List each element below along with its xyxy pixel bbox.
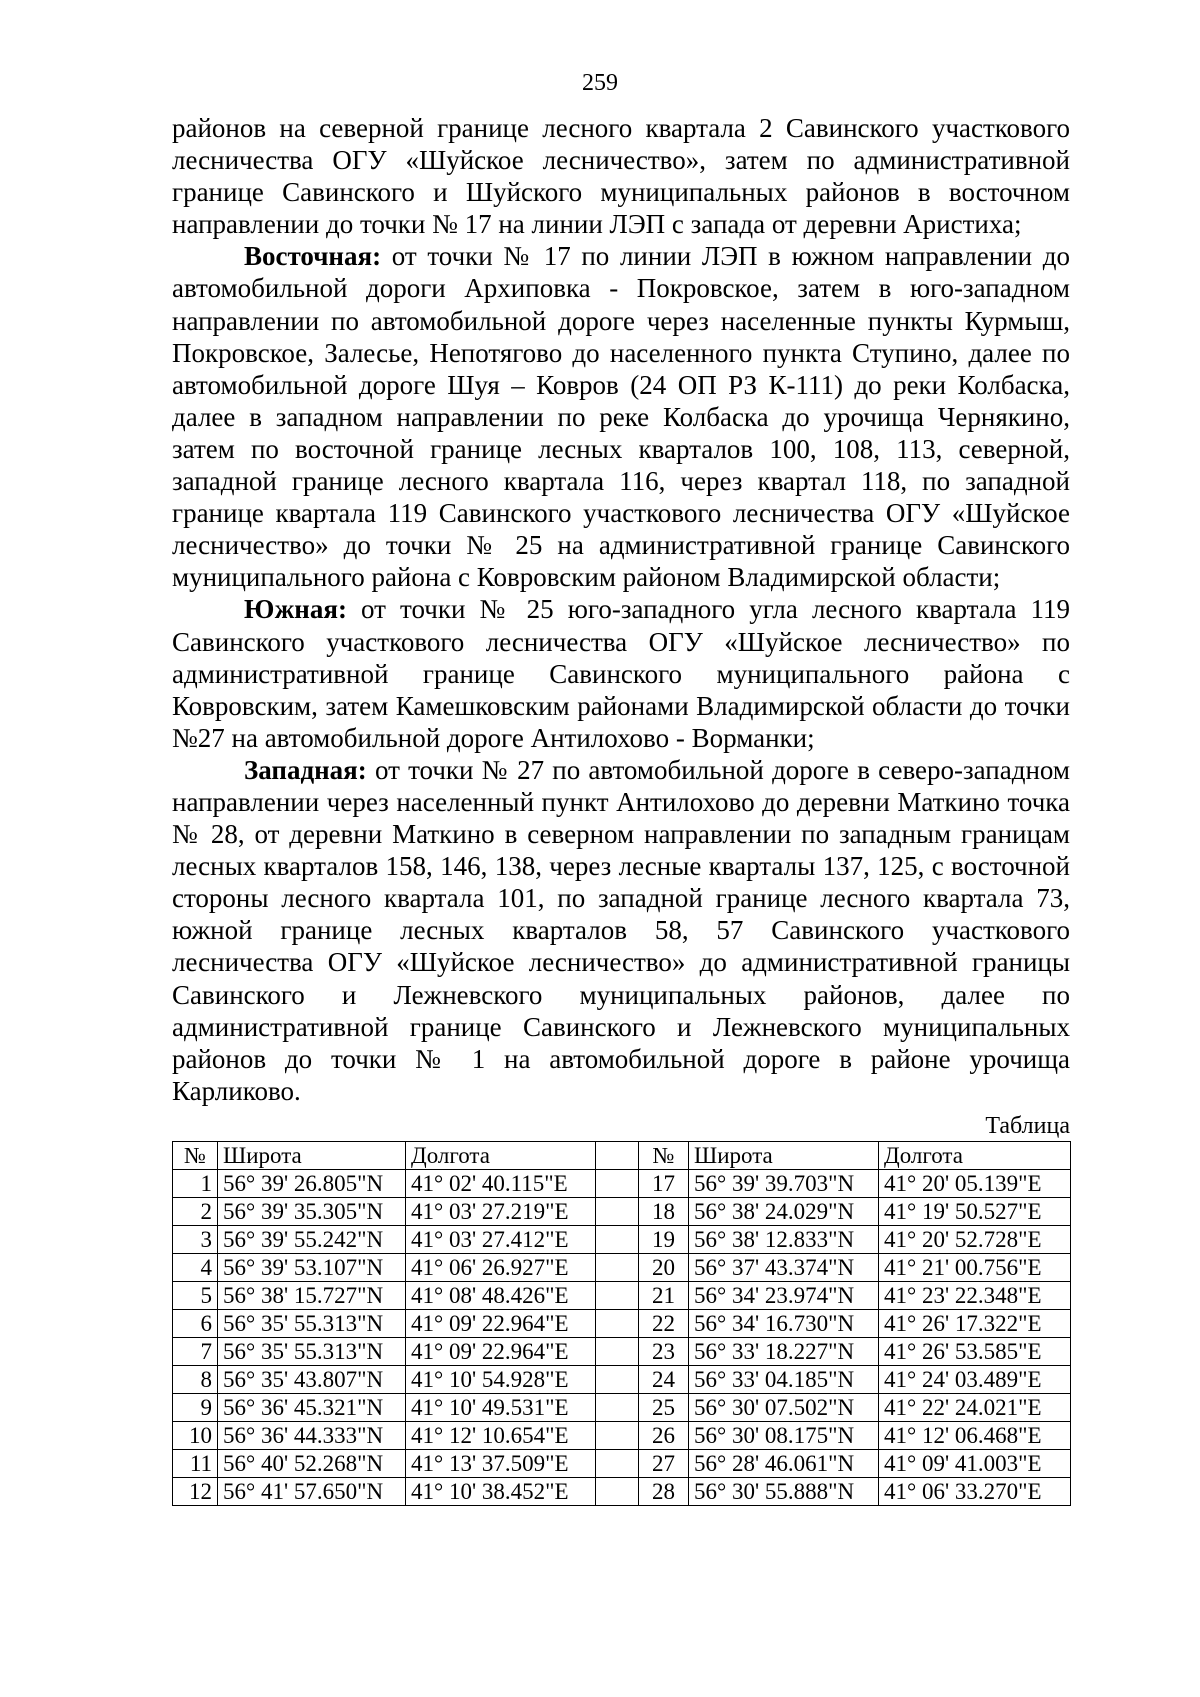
cell-number: 1: [173, 1169, 218, 1197]
cell-number: 3: [173, 1225, 218, 1253]
cell-longitude: 41° 02' 40.115"E: [406, 1169, 596, 1197]
cell-latitude: 56° 35' 55.313"N: [218, 1337, 406, 1365]
header-longitude: Долгота: [406, 1141, 596, 1169]
table-row: [173, 1309, 1071, 1337]
cell-latitude: 56° 40' 52.268"N: [218, 1449, 406, 1477]
cell-separator: [596, 1365, 639, 1393]
cell-longitude-2: 41° 22' 24.021"E: [879, 1393, 1071, 1421]
cell-separator: [596, 1225, 639, 1253]
table-row: [173, 1449, 1071, 1477]
cell-number-2: 26: [639, 1421, 689, 1449]
cell-number-2: 19: [639, 1225, 689, 1253]
header-longitude-2: Долгота: [879, 1141, 1071, 1169]
table-row: [173, 1337, 1071, 1365]
table-row: [173, 1365, 1071, 1393]
cell-number-2: 18: [639, 1197, 689, 1225]
header-number-2: №: [639, 1141, 689, 1169]
table-body: [173, 1169, 1071, 1505]
cell-latitude: 56° 41' 57.650"N: [218, 1477, 406, 1505]
coordinates-table: [172, 1141, 1071, 1506]
heading-west: Западная:: [244, 754, 367, 785]
cell-longitude: 41° 12' 10.654"E: [406, 1421, 596, 1449]
cell-number: 6: [173, 1309, 218, 1337]
cell-number-2: 20: [639, 1253, 689, 1281]
cell-latitude-2: 56° 34' 23.974"N: [689, 1281, 879, 1309]
paragraph-text: от точки № 27 по автомобильной дороге в северо-западном направлении через населенный пункт Антилохово до деревни Маткино точка № 28, от деревни Маткино в северном направлении по западным границам лесных кварталов 158, 146, 138, через лесные кварталы 137, 125, с восточной стороны лесного квартала 101, по западной границе лесного квартала 73, южной границе лесных кварталов 58, 57 Савинского участкового лесничества ОГУ «Шуйское лесничество» до административной границы Савинского и Лежневского муниципальных районов, далее по административной границе Савинского и Лежневского муниципальных районов до точки № 1 на автомобильной дороге в районе урочища Карликово.: [172, 754, 1070, 1106]
cell-longitude-2: 41° 12' 06.468"E: [879, 1421, 1071, 1449]
cell-latitude: 56° 35' 43.807"N: [218, 1365, 406, 1393]
cell-number-2: 25: [639, 1393, 689, 1421]
cell-number: 8: [173, 1365, 218, 1393]
document-body: [172, 112, 1070, 1506]
cell-longitude: 41° 10' 54.928"E: [406, 1365, 596, 1393]
cell-longitude: 41° 09' 22.964"E: [406, 1309, 596, 1337]
cell-separator: [596, 1421, 639, 1449]
cell-latitude: 56° 38' 15.727"N: [218, 1281, 406, 1309]
cell-longitude: 41° 08' 48.426"E: [406, 1281, 596, 1309]
cell-longitude-2: 41° 23' 22.348"E: [879, 1281, 1071, 1309]
cell-latitude-2: 56° 30' 07.502"N: [689, 1393, 879, 1421]
cell-separator: [596, 1281, 639, 1309]
cell-separator: [596, 1309, 639, 1337]
cell-number: 10: [173, 1421, 218, 1449]
cell-number-2: 17: [639, 1169, 689, 1197]
paragraph-continuation: [172, 112, 1070, 240]
cell-latitude: 56° 39' 55.242"N: [218, 1225, 406, 1253]
cell-longitude-2: 41° 24' 03.489"E: [879, 1365, 1071, 1393]
cell-latitude: 56° 35' 55.313"N: [218, 1309, 406, 1337]
header-latitude: Широта: [218, 1141, 406, 1169]
cell-number: 5: [173, 1281, 218, 1309]
cell-latitude-2: 56° 37' 43.374"N: [689, 1253, 879, 1281]
header-number: №: [173, 1141, 218, 1169]
table-header-row: [173, 1141, 1071, 1169]
cell-latitude-2: 56° 34' 16.730"N: [689, 1309, 879, 1337]
header-latitude-2: Широта: [689, 1141, 879, 1169]
cell-longitude: 41° 10' 38.452"E: [406, 1477, 596, 1505]
paragraph-text: от точки № 25 юго-западного угла лесного квартала 119 Савинского участкового лесничества ОГУ «Шуйское лесничество» по административной границе Савинского муниципального района с Ковровским, затем Камешковским районами Владимирской области до точки №27 на автомобильной дороге Антилохово - Ворманки;: [172, 594, 1070, 753]
cell-longitude-2: 41° 20' 52.728"E: [879, 1225, 1071, 1253]
paragraph-south: [172, 593, 1070, 753]
cell-longitude-2: 41° 26' 17.322"E: [879, 1309, 1071, 1337]
table-row: [173, 1169, 1071, 1197]
cell-latitude-2: 56° 39' 39.703"N: [689, 1169, 879, 1197]
cell-separator: [596, 1197, 639, 1225]
cell-number-2: 23: [639, 1337, 689, 1365]
cell-longitude-2: 41° 21' 00.756"E: [879, 1253, 1071, 1281]
heading-south: Южная:: [244, 594, 347, 625]
cell-number-2: 21: [639, 1281, 689, 1309]
table-row: [173, 1477, 1071, 1505]
cell-longitude: 41° 13' 37.509"E: [406, 1449, 596, 1477]
cell-number: 4: [173, 1253, 218, 1281]
cell-latitude-2: 56° 38' 12.833"N: [689, 1225, 879, 1253]
cell-number-2: 22: [639, 1309, 689, 1337]
cell-longitude: 41° 06' 26.927"E: [406, 1253, 596, 1281]
cell-latitude: 56° 39' 26.805"N: [218, 1169, 406, 1197]
paragraph-text: от точки № 17 по линии ЛЭП в южном направлении до автомобильной дороги Архиповка - Покровское, затем в юго-западном направлении по автомобильной дороге через населенные пункты Курмыш, Покровское, Залесье, Непотягово до населенного пункта Ступино, далее по автомобильной дороге Шуя – Ковров (24 ОП РЗ К-111) до реки Колбаска, далее в западном направлении по реке Колбаска до урочища Чернякино, затем по восточной границе лесных кварталов 100, 108, 113, северной, западной границе лесного квартала 116, через квартал 118, по западной границе квартала 119 Савинского участкового лесничества ОГУ «Шуйское лесничество» до точки № 25 на административной границе Савинского муниципального района с Ковровским районом Владимирской области;: [172, 241, 1070, 593]
cell-number: 11: [173, 1449, 218, 1477]
cell-separator: [596, 1169, 639, 1197]
paragraph-east: [172, 240, 1070, 593]
cell-separator: [596, 1337, 639, 1365]
table-row: [173, 1197, 1071, 1225]
paragraph-west: [172, 754, 1070, 1107]
cell-longitude-2: 41° 06' 33.270"E: [879, 1477, 1071, 1505]
table-row: [173, 1421, 1071, 1449]
cell-latitude: 56° 39' 53.107"N: [218, 1253, 406, 1281]
cell-latitude-2: 56° 38' 24.029"N: [689, 1197, 879, 1225]
cell-separator: [596, 1393, 639, 1421]
cell-longitude: 41° 03' 27.412"E: [406, 1225, 596, 1253]
table-row: [173, 1225, 1071, 1253]
cell-longitude: 41° 09' 22.964"E: [406, 1337, 596, 1365]
cell-longitude: 41° 10' 49.531"E: [406, 1393, 596, 1421]
header-separator: [596, 1141, 639, 1169]
heading-east: Восточная:: [244, 241, 382, 272]
cell-separator: [596, 1477, 639, 1505]
cell-latitude-2: 56° 30' 55.888"N: [689, 1477, 879, 1505]
cell-number: 7: [173, 1337, 218, 1365]
table-row: [173, 1393, 1071, 1421]
cell-number-2: 28: [639, 1477, 689, 1505]
cell-number: 9: [173, 1393, 218, 1421]
cell-number-2: 27: [639, 1449, 689, 1477]
cell-longitude: 41° 03' 27.219"E: [406, 1197, 596, 1225]
cell-longitude-2: 41° 09' 41.003"E: [879, 1449, 1071, 1477]
cell-number: 12: [173, 1477, 218, 1505]
cell-longitude-2: 41° 20' 05.139"E: [879, 1169, 1071, 1197]
table-caption: Таблица: [985, 1112, 1070, 1139]
cell-latitude: 56° 36' 44.333"N: [218, 1421, 406, 1449]
cell-latitude-2: 56° 33' 04.185"N: [689, 1365, 879, 1393]
paragraph-text: районов на северной границе лесного квартала 2 Савинского участкового лесничества ОГУ «Шуйское лесничество», затем по административной границе Савинского и Шуйского муниципальных районов в восточном направлении до точки № 17 на линии ЛЭП с запада от деревни Аристиха;: [172, 113, 1070, 240]
cell-longitude-2: 41° 26' 53.585"E: [879, 1337, 1071, 1365]
page-number: 259: [582, 70, 618, 96]
table-row: [173, 1281, 1071, 1309]
cell-longitude-2: 41° 19' 50.527"E: [879, 1197, 1071, 1225]
cell-latitude-2: 56° 33' 18.227"N: [689, 1337, 879, 1365]
cell-latitude-2: 56° 28' 46.061"N: [689, 1449, 879, 1477]
cell-separator: [596, 1253, 639, 1281]
cell-latitude-2: 56° 30' 08.175"N: [689, 1421, 879, 1449]
cell-latitude: 56° 39' 35.305"N: [218, 1197, 406, 1225]
cell-separator: [596, 1449, 639, 1477]
cell-number: 2: [173, 1197, 218, 1225]
cell-number-2: 24: [639, 1365, 689, 1393]
table-row: [173, 1253, 1071, 1281]
cell-latitude: 56° 36' 45.321"N: [218, 1393, 406, 1421]
